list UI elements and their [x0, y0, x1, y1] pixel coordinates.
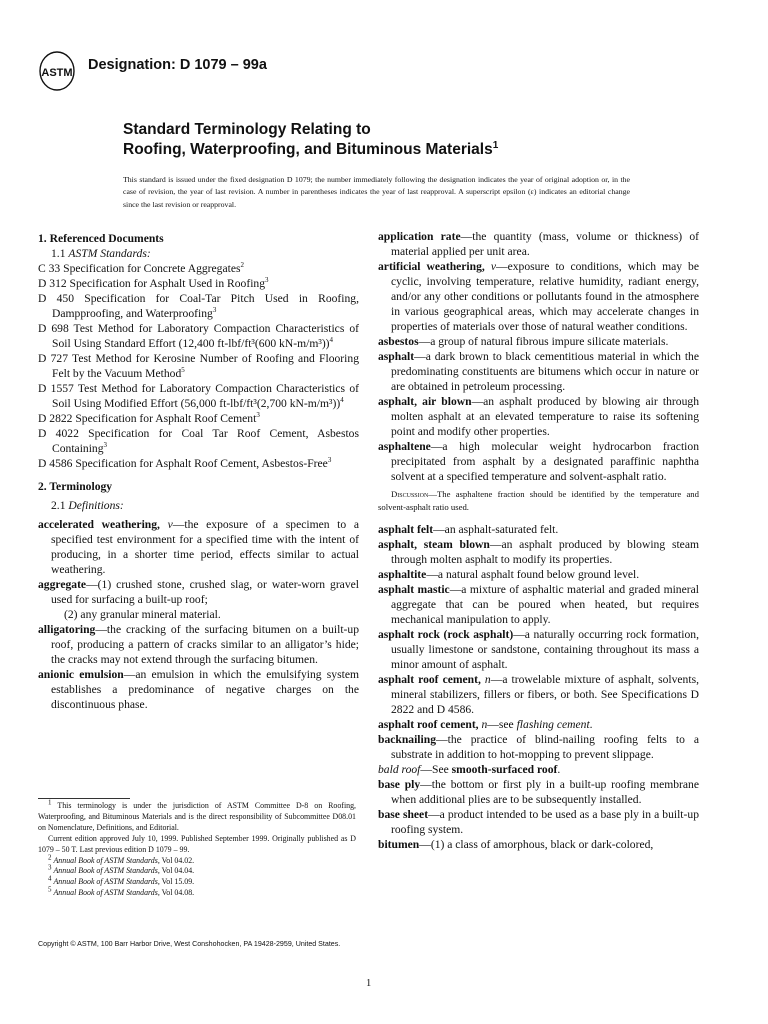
title-line-1: Standard Terminology Relating to — [123, 121, 371, 138]
definition-entry — [378, 582, 699, 627]
designation: Designation: D 1079 – 99a — [88, 57, 267, 73]
term-definition: —an asphalt produced by blowing steam through molten asphalt to modify its properties. — [391, 538, 699, 566]
part-of-speech: n — [484, 673, 491, 686]
term-definition: —(1) crushed stone, crushed slag, or water-worn gravel used for surfacing a built-up roof; — [51, 578, 359, 606]
term-name: base ply — [378, 778, 421, 791]
footnote — [38, 863, 356, 877]
term-definition: —(1) a class of amorphous, black or dark-colored, — [419, 838, 654, 851]
definition-entry — [378, 394, 699, 439]
reference-item — [38, 456, 359, 471]
reference-text: D 698 Test Method for Laboratory Compaction Characteristics of Soil Using Standard Effort (12,400 ft-lbf/ft³(600 kN-m/m³)) — [38, 322, 359, 350]
reference-footnote-mark: 4 — [340, 396, 344, 405]
definition-entry — [378, 567, 699, 582]
definitions-left — [38, 517, 359, 712]
term-name: asphalt, steam blown — [378, 538, 490, 551]
reference-footnote-mark: 5 — [181, 366, 185, 375]
footnotes — [38, 798, 356, 899]
reference-footnote-mark: 3 — [327, 456, 332, 465]
footnote-mark: 2 — [48, 852, 52, 861]
term-definition: —see — [487, 718, 517, 731]
document-title — [123, 120, 498, 160]
reference-text: C 33 Specification for Concrete Aggregates — [38, 262, 241, 275]
reference-item — [38, 351, 359, 381]
definition-entry — [38, 622, 359, 667]
definitions-right-continued — [378, 522, 699, 852]
reference-text: D 450 Specification for Coal-Tar Pitch Used in Roofing, Dampproofing, and Waterproofing — [38, 292, 359, 320]
logo-text: ASTM — [41, 67, 73, 79]
definition-entry — [378, 334, 699, 349]
definition-entry — [378, 717, 699, 732]
term-name: asphalt mastic — [378, 583, 450, 596]
term-name: asphalt — [378, 350, 415, 363]
reference-text: D 727 Test Method for Kerosine Number of Roofing and Flooring Felt by the Vacuum Method — [38, 352, 359, 380]
definitions-right — [378, 229, 699, 484]
definition-entry — [378, 627, 699, 672]
term-definition: —an asphalt produced by blowing air through molten asphalt at an elevated temperature to raise its softening point and modify other properties. — [391, 395, 699, 438]
definition-entry — [378, 522, 699, 537]
part-of-speech: n — [481, 718, 488, 731]
title-footnote-mark: 1 — [492, 139, 499, 151]
footnote — [38, 798, 356, 834]
footnote-mark: 5 — [48, 885, 52, 894]
term-definition: —the cracking of the surfacing bitumen on a built-up roof, producing a pattern of cracks similar to an alligator’s hide; the cracks may not extend through the surfacing bitumen. — [51, 623, 359, 666]
reference-footnote-mark: 3 — [212, 306, 217, 315]
footnote — [38, 874, 356, 888]
term-name: accelerated weathering, — [38, 518, 160, 531]
term-definition: —a dark brown to black cementitious material in which the predominating constituents are bitumens which occur in nature or are obtained in petroleum processing. — [391, 350, 699, 393]
term-tail: . — [557, 763, 561, 776]
term-definition: —the exposure of a specimen to a specified test environment for a specified time with the intent of producing, in a shorter time period, effects similar to actual weathering. — [51, 518, 359, 576]
reference-item — [38, 381, 359, 411]
section-1-heading: 1. Referenced Documents — [38, 232, 164, 245]
footnote — [38, 834, 356, 856]
term-name: asphaltite — [378, 568, 427, 581]
reference-item — [38, 276, 359, 291]
term-definition: —a natural asphalt found below ground level. — [426, 568, 640, 581]
footnote — [38, 852, 356, 867]
term-name: asphaltene — [378, 440, 431, 453]
footnote-mark: 1 — [48, 798, 52, 807]
reference-item — [38, 411, 359, 426]
term-definition: —a group of natural fibrous impure silicate materials. — [418, 335, 669, 348]
definition-entry — [378, 777, 699, 807]
term-definition: —a high molecular weight hydrocarbon fraction precipitated from asphalt by a designated paraffinic naphtha solvent at a specified temperature and solvent-asphalt ratio. — [391, 440, 699, 483]
reference-footnote-mark: 4 — [329, 336, 334, 345]
term-name: asbestos — [378, 335, 419, 348]
left-column — [38, 229, 359, 712]
term-name: application rate — [378, 230, 461, 243]
term-continuation: (2) any granular mineral material. — [64, 608, 221, 621]
footnote-mark: 3 — [48, 863, 52, 872]
title-line-2: Roofing, Waterproofing, and Bituminous Materials — [123, 141, 493, 158]
footnote-text: , Vol 15.09. — [157, 877, 195, 887]
reference-item — [38, 426, 359, 456]
term-name: asphalt felt — [378, 523, 434, 536]
definition-entry — [378, 837, 699, 852]
section-2-1-heading: 2.1 Definitions: — [51, 499, 124, 512]
definition-entry — [378, 537, 699, 567]
reference-text: D 4586 Specification for Asphalt Roof Cement, Asbestos-Free — [38, 457, 328, 470]
reference-item — [38, 321, 359, 351]
part-of-speech: v — [490, 260, 496, 273]
term-name: bitumen — [378, 838, 420, 851]
section-1-1-heading: 1.1 ASTM Standards: — [51, 247, 151, 260]
definition-entry — [378, 349, 699, 394]
part-of-speech: v — [167, 518, 173, 531]
footnote-source: Annual Book of ASTM Standards — [53, 888, 158, 898]
footnote-text: Current edition approved July 10, 1999. Published September 1999. Originally published as D 1079 – 50 T. Last previous edition D 1079 – 99. — [38, 833, 356, 854]
term-name: aggregate — [38, 578, 87, 591]
term-definition: —exposure to conditions, which may be cyclic, involving temperature, relative humidity, radiant energy, and/or any other conditions or pollutants found in the atmosphere in various geographical areas, which may accelerate changes in properties of materials over those of natural weather conditions. — [391, 260, 699, 333]
reference-text: D 2822 Specification for Asphalt Roof Cement — [38, 412, 257, 425]
term-definition: —a naturally occurring rock formation, usually limestone or sandstone, containing throughout its mass a minor amount of asphalt. — [391, 628, 699, 671]
right-column — [378, 229, 699, 852]
footnote-source: Annual Book of ASTM Standards — [53, 855, 158, 865]
reference-footnote-mark: 3 — [265, 276, 269, 285]
footnote-text: , Vol 04.04. — [157, 866, 195, 876]
footnote-mark: 4 — [48, 874, 52, 883]
term-name: asphalt roof cement, — [378, 718, 479, 731]
definition-entry — [378, 762, 699, 777]
term-definition: —the quantity (mass, volume or thickness) of material applied per unit area. — [391, 230, 699, 258]
definition-entry — [378, 672, 699, 717]
term-definition: —a product intended to be used as a base ply in a built-up roofing system. — [391, 808, 699, 836]
see-reference: smooth-surfaced roof — [451, 763, 558, 776]
term-name: bald roof — [378, 763, 421, 776]
footnote-text: , Vol 04.08. — [157, 888, 195, 898]
discussion-note: Discussion—The asphaltene fraction should be identified by the temperature and solvent-asphalt ratio used. — [378, 489, 699, 512]
term-name: asphalt rock (rock asphalt) — [378, 628, 514, 641]
definition-entry — [378, 259, 699, 334]
term-name: alligatoring — [38, 623, 96, 636]
term-name: artificial weathering, — [378, 260, 485, 273]
term-definition: —an asphalt-saturated felt. — [433, 523, 559, 536]
footnote-text: , Vol 04.02. — [157, 855, 195, 865]
term-definition: —a mixture of asphaltic material and graded mineral aggregate that can be poured when heated, but requires mechanical manipulation to apply. — [391, 583, 699, 626]
term-definition: —an emulsion in which the emulsifying system establishes a predominance of negative charges on the discontinuous phase. — [51, 668, 359, 711]
term-name: asphalt roof cement, — [378, 673, 481, 686]
term-name: asphalt, air blown — [378, 395, 472, 408]
reference-footnote-mark: 3 — [103, 441, 108, 450]
see-reference: flashing cement — [516, 718, 590, 731]
term-name: base sheet — [378, 808, 429, 821]
definition-entry — [378, 732, 699, 762]
term-definition: —the practice of blind-nailing roofing felts to a substrate in addition to hot-mopping to prevent slippage. — [391, 733, 699, 761]
definition-entry — [378, 229, 699, 259]
reference-text: D 1557 Test Method for Laboratory Compaction Characteristics of Soil Using Modified Effort (56,000 ft-lbf/ft³(2,700 kN-m/m³)) — [38, 382, 359, 410]
definition-entry — [38, 667, 359, 712]
term-name: backnailing — [378, 733, 436, 746]
term-definition: —See — [420, 763, 452, 776]
term-name: anionic emulsion — [38, 668, 124, 681]
footnote — [38, 885, 356, 899]
issuance-note: This standard is issued under the fixed designation D 1079; the number immediately following the designation indicates the year of original adoption or, in the case of revision, the year of last revision. A number in parentheses indicates the year of last reapproval. A superscript epsilon (ε) indicates an editorial change since the last revision or reapproval. — [123, 175, 630, 209]
definition-entry — [38, 577, 359, 607]
definition-entry — [378, 439, 699, 484]
term-tail: . — [589, 718, 593, 731]
reference-footnote-mark: 3 — [256, 411, 260, 420]
reference-item — [38, 291, 359, 321]
copyright-line: Copyright © ASTM, 100 Barr Harbor Drive, West Conshohocken, PA 19428-2959, United States. — [38, 940, 341, 948]
definition-entry — [38, 517, 359, 577]
reference-text: D 312 Specification for Asphalt Used in Roofing — [38, 277, 266, 290]
term-definition: —the bottom or first ply in a built-up roofing membrane when additional plies are to be subsequently installed. — [391, 778, 699, 806]
page-number: 1 — [366, 978, 372, 989]
footnote-source: Annual Book of ASTM Standards — [53, 866, 158, 876]
section-2-heading: 2. Terminology — [38, 480, 113, 493]
footnote-source: Annual Book of ASTM Standards — [53, 877, 158, 887]
referenced-documents — [38, 261, 359, 471]
footnote-text: This terminology is under the jurisdiction of ASTM Committee D-8 on Roofing, Waterproofing, and Bituminous Materials and is the direct responsibility of Subcommittee D08.01 on Nomenclature, Definitions, and Editorial. — [38, 801, 356, 832]
reference-item — [38, 261, 359, 276]
definition-entry — [378, 807, 699, 837]
astm-logo — [38, 50, 76, 92]
term-definition: —a trowelable mixture of asphalt, solvents, mineral stabilizers, fillers or fibers, or both. See Specifications D 2822 and D 4586. — [391, 673, 699, 716]
reference-text: D 4022 Specification for Coal Tar Roof Cement, Asbestos Containing — [38, 427, 359, 455]
reference-footnote-mark: 2 — [240, 261, 245, 270]
